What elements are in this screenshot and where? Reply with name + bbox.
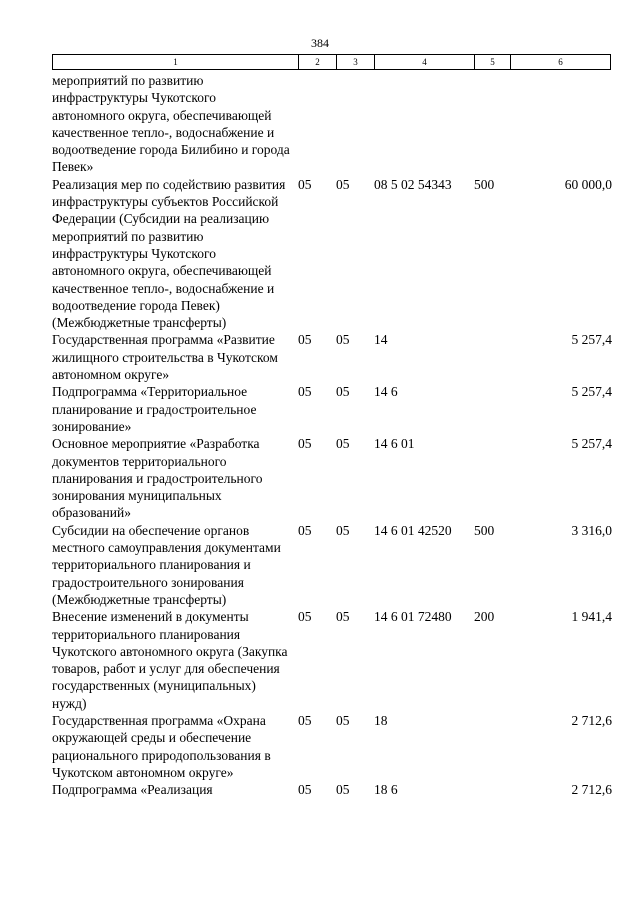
row-target-code: 14 6 01 [374, 436, 415, 452]
table-row [52, 712, 612, 781]
row-target-code: 18 6 [374, 782, 398, 798]
table-row [52, 331, 612, 383]
column-header-table [52, 54, 611, 70]
row-target-code: 14 6 01 72480 [374, 609, 452, 625]
row-amount: 5 257,4 [571, 436, 612, 452]
column-header: 3 [337, 55, 375, 70]
row-amount: 1 941,4 [571, 609, 612, 625]
column-header: 1 [53, 55, 299, 70]
row-section: 05 [298, 782, 312, 798]
row-subsection: 05 [336, 609, 350, 625]
row-target-code: 14 6 01 42520 [374, 522, 452, 538]
row-expense-type: 500 [474, 176, 495, 192]
row-amount: 2 712,6 [571, 782, 612, 798]
row-name: Субсидии на обеспечение органов местного самоуправления документами территориального планирования и градостроительного зонирования (Межбюджетные трансферты) [52, 522, 281, 607]
column-header-row [53, 55, 611, 70]
row-section: 05 [298, 436, 312, 452]
row-name: Реализация мер по содействию развития инфраструктуры субъектов Российской Федерации (Субсидии на реализацию мероприятий по развитию инфраструктуры Чукотского автономного округа, обеспечивающей качественное тепло-, водоснабжение и водоотведение города Певек) (Межбюджетные трансферты) [52, 176, 286, 331]
row-section: 05 [298, 609, 312, 625]
row-name: Основное мероприятие «Разработка документов территориального планирования и градостроительного зонирования муниципальных образований» [52, 436, 263, 521]
row-amount: 3 316,0 [571, 522, 612, 538]
row-section: 05 [298, 384, 312, 400]
table-row [52, 383, 612, 435]
column-header: 4 [375, 55, 475, 70]
row-target-code: 18 [374, 712, 388, 728]
column-header: 2 [299, 55, 337, 70]
table-row [52, 522, 612, 608]
row-amount: 2 712,6 [571, 712, 612, 728]
column-header: 5 [475, 55, 511, 70]
row-name: мероприятий по развитию инфраструктуры Чукотского автономного округа, обеспечивающей качественное тепло-, водоснабжение и водоотведение города Билибино и города Певек» [52, 73, 290, 175]
row-section: 05 [298, 712, 312, 728]
row-name: Государственная программа «Развитие жилищного строительства в Чукотском автономном округе» [52, 332, 278, 383]
row-name: Государственная программа «Охрана окружающей среды и обеспечение рационального природопользования в Чукотском автономном округе» [52, 712, 271, 780]
row-subsection: 05 [336, 782, 350, 798]
table-row [52, 72, 612, 176]
page-number: 384 [311, 36, 329, 50]
row-name: Подпрограмма «Реализация [52, 782, 213, 798]
row-subsection: 05 [336, 384, 350, 400]
table-row [52, 435, 612, 521]
row-section: 05 [298, 176, 312, 192]
row-name: Внесение изменений в документы территориального планирования Чукотского автономного округа (Закупка товаров, работ и услуг для обеспечения государственных (муниципальных) нужд) [52, 609, 288, 711]
row-section: 05 [298, 522, 312, 538]
row-expense-type: 500 [474, 522, 495, 538]
row-target-code: 08 5 02 54343 [374, 176, 452, 192]
row-section: 05 [298, 332, 312, 348]
row-amount: 60 000,0 [564, 176, 612, 192]
table-row [52, 608, 612, 712]
row-target-code: 14 [374, 332, 388, 348]
row-subsection: 05 [336, 522, 350, 538]
row-target-code: 14 6 [374, 384, 398, 400]
row-amount: 5 257,4 [571, 384, 612, 400]
row-name: Подпрограмма «Территориальное планирование и градостроительное зонирование» [52, 384, 257, 434]
row-amount: 5 257,4 [571, 332, 612, 348]
column-header: 6 [511, 55, 611, 70]
row-subsection: 05 [336, 176, 350, 192]
row-expense-type: 200 [474, 609, 495, 625]
row-subsection: 05 [336, 436, 350, 452]
budget-rows [52, 72, 612, 798]
row-subsection: 05 [336, 712, 350, 728]
row-subsection: 05 [336, 332, 350, 348]
table-row [52, 781, 612, 798]
table-row [52, 176, 612, 332]
